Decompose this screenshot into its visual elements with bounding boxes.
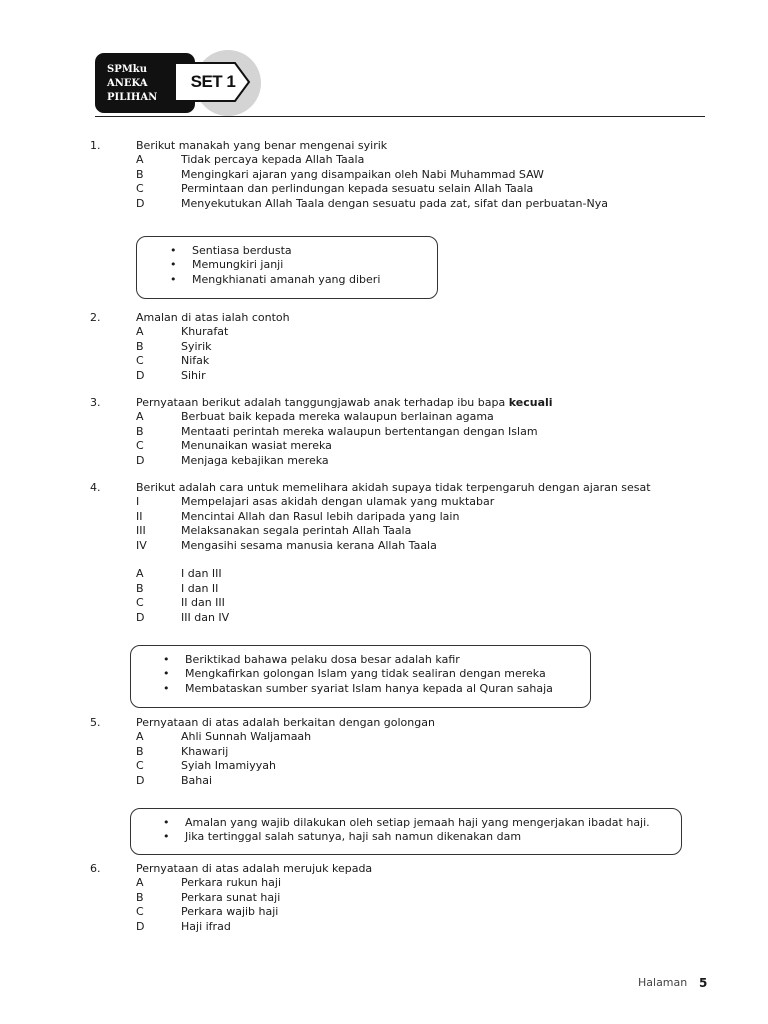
option-d [90,920,710,934]
option-label: A [136,730,144,744]
question-number: 1. [90,139,101,152]
option-text: Perkara rukun haji [181,876,281,890]
option-a [90,876,710,890]
statement-i [90,495,710,509]
question-number: 3. [90,396,101,409]
option-label: A [136,153,144,167]
bullet-item [170,273,430,287]
option-text: Mengingkari ajaran yang disampaikan oleh Nabi Muhammad SAW [181,167,544,181]
option-label: B [136,167,144,181]
bullet-item [163,653,583,667]
stem-text: Pernyataan berikut adalah tanggungjawab anak terhadap ibu bapa [136,396,506,409]
option-label: B [136,744,144,758]
bullet-icon: • [163,653,170,666]
option-b [90,168,710,182]
question-1 [90,139,710,211]
option-text: Bahai [181,773,213,787]
page-number: 5 [699,976,708,990]
option-label: C [136,759,144,773]
option-label: B [136,890,144,904]
option-label: D [136,368,145,382]
option-a [90,567,710,581]
page-footer [600,975,710,991]
stimulus-box [130,808,682,855]
option-text: Menunaikan wasiat mereka [181,439,332,453]
question-5 [90,716,710,788]
bullet-text: Beriktikad bahawa pelaku dosa besar adalah kafir [185,653,460,666]
bullet-icon: • [163,816,170,829]
option-label: A [136,567,144,581]
question-6 [90,862,710,934]
statement-iv [90,539,710,553]
bullet-item [163,830,675,844]
bullet-item [163,682,583,696]
option-text: Perkara sunat haji [181,890,281,904]
option-b [90,745,710,759]
option-d [90,774,710,788]
statement-label: III [136,524,146,538]
option-b [90,340,710,354]
option-text: Perkara wajib haji [181,905,279,919]
option-a [90,153,710,167]
question-number: 2. [90,311,101,324]
bullet-icon: • [170,244,177,257]
option-b [90,425,710,439]
option-label: B [136,339,144,353]
question-stem: Pernyataan di atas adalah merujuk kepada [136,862,373,875]
option-label: C [136,596,144,610]
option-text: II dan III [181,596,225,610]
bullet-icon: • [170,272,177,286]
option-text: Nifak [181,354,210,368]
option-text: I dan III [181,567,222,581]
option-label: D [136,610,145,624]
stem-emphasis: kecuali [508,396,553,409]
option-text: Ahli Sunnah Waljamaah [181,730,312,744]
statement-text: Mengasihi sesama manusia kerana Allah Taala [181,538,437,552]
option-d [90,611,710,625]
option-c [90,905,710,919]
question-stem: Berikut manakah yang benar mengenai syirik [136,139,388,152]
option-text: Syirik [181,339,212,353]
statement-text: Melaksanakan segala perintah Allah Taala [181,524,412,538]
option-label: B [136,581,144,595]
question-stem: Berikut adalah cara untuk memelihara akidah supaya tidak terpengaruh dengan ajaran sesat [136,481,651,494]
option-text: Menjaga kebajikan mereka [181,453,329,467]
statement-iii [90,524,710,538]
statement-label: I [136,495,140,509]
set-label: SET 1 [190,72,236,91]
option-b [90,891,710,905]
question-stem: Amalan di atas ialah contoh [136,311,290,324]
option-label: A [136,876,144,890]
option-c [90,439,710,453]
bullet-icon: • [163,667,170,681]
option-a [90,325,710,339]
bullet-icon: • [170,258,177,272]
bullet-item [170,258,430,272]
statement-label: IV [136,538,147,552]
option-label: A [136,410,144,424]
option-b [90,582,710,596]
stimulus-box [136,236,438,299]
question-number: 6. [90,862,101,875]
bullet-text: Membataskan sumber syariat Islam hanya kepada al Quran sahaja [185,681,553,695]
option-label: C [136,439,144,453]
question-3 [90,396,710,468]
statement-text: Mencintai Allah dan Rasul lebih daripada yang lain [181,509,460,523]
option-d [90,369,710,383]
question-2 [90,311,710,383]
badge-line: SPMku [107,64,148,75]
bullet-icon: • [163,681,170,695]
badge-line: PILIHAN [107,92,158,103]
bullet-text: Jika tertinggal salah satunya, haji sah namun dikenakan dam [185,830,522,844]
option-label: C [136,354,144,368]
option-label: D [136,919,145,933]
option-label: B [136,424,144,438]
bullet-item [163,816,675,830]
option-a [90,730,710,744]
option-text: Haji ifrad [181,919,231,933]
bullet-text: Sentiasa berdusta [192,244,292,257]
question-stem [136,396,553,410]
option-label: A [136,325,144,339]
option-c [90,759,710,773]
stimulus-box [130,645,591,708]
option-text: Sihir [181,368,206,382]
option-text: Syiah Imamiyyah [181,759,276,773]
bullet-item [170,244,430,258]
option-label: D [136,773,145,787]
set-badge [95,50,255,116]
statement-ii [90,510,710,524]
option-label: C [136,905,144,919]
option-label: D [136,453,145,467]
question-number: 5. [90,716,101,729]
bullet-text: Mengkhianati amanah yang diberi [192,272,381,286]
option-label: D [136,196,145,210]
option-c [90,596,710,610]
option-text: Berbuat baik kepada mereka walaupun berlainan agama [181,410,494,424]
question-4 [90,481,710,625]
option-text: Tidak percaya kepada Allah Taala [181,153,365,167]
question-stem: Pernyataan di atas adalah berkaitan dengan golongan [136,716,435,729]
statement-text: Mempelajari asas akidah dengan ulamak yang muktabar [181,495,495,509]
bullet-icon: • [163,830,170,844]
option-text: Menyekutukan Allah Taala dengan sesuatu pada zat, sifat dan perbuatan-Nya [181,196,608,210]
bullet-text: Amalan yang wajib dilakukan oleh setiap jemaah haji yang mengerjakan ibadat haji. [185,816,650,829]
option-a [90,410,710,424]
bullet-text: Mengkafirkan golongan Islam yang tidak sealiran dengan mereka [185,667,546,681]
header-divider [95,116,705,117]
option-text: Khurafat [181,325,229,339]
option-c [90,354,710,368]
bullet-text: Memungkiri janji [192,258,284,272]
option-text: Mentaati perintah mereka walaupun bertentangan dengan Islam [181,424,538,438]
option-text: Khawarij [181,744,229,758]
option-text: I dan II [181,581,219,595]
option-label: C [136,182,144,196]
option-d [90,197,710,211]
option-text: III dan IV [181,610,230,624]
page-label: Halaman [638,976,688,989]
bullet-item [163,667,583,681]
option-d [90,454,710,468]
option-text: Permintaan dan perlindungan kepada sesuatu selain Allah Taala [181,182,534,196]
statement-label: II [136,509,143,523]
badge-line: ANEKA [107,78,148,89]
option-c [90,182,710,196]
question-number: 4. [90,481,101,494]
